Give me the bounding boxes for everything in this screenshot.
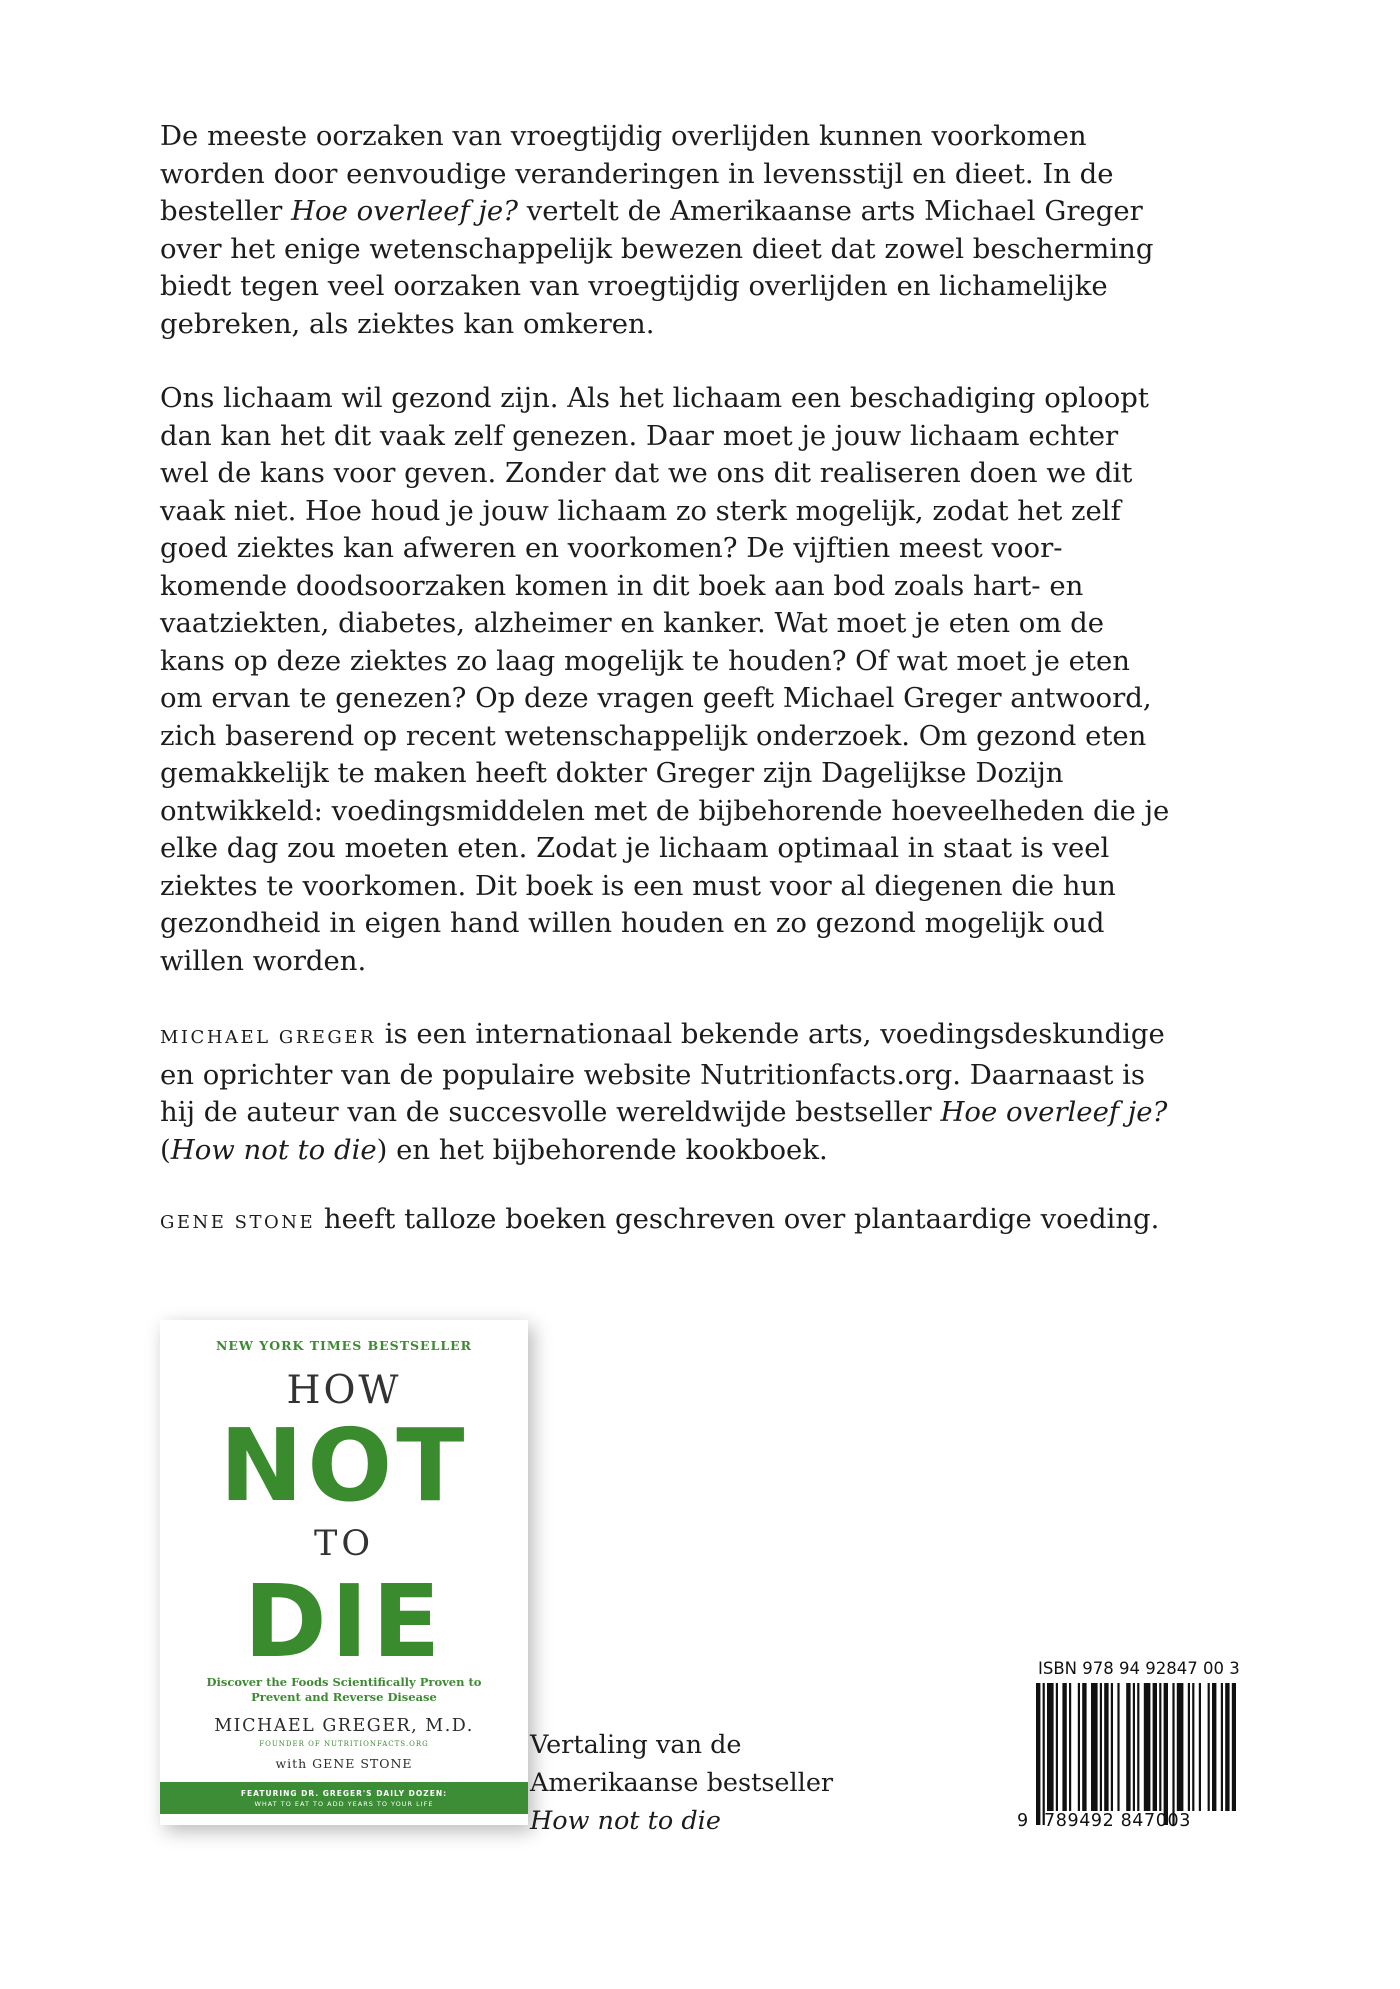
barcode-first-digit: 9 <box>1017 1811 1029 1831</box>
barcode-bar <box>1100 1683 1102 1811</box>
book-bottom-band <box>160 1782 528 1814</box>
barcode-bar <box>1164 1683 1168 1825</box>
bio-greger-book-title: Hoe overleef je? <box>940 1096 1168 1128</box>
bio-stone-paragraph <box>160 1201 1170 1242</box>
barcode-bar <box>1082 1683 1086 1811</box>
barcode-bar <box>1199 1683 1201 1811</box>
barcode-bar <box>1043 1683 1045 1825</box>
barcode-digits: 789492 847003 <box>1044 1811 1191 1831</box>
book-title-to: TO <box>313 1524 375 1564</box>
bio-greger-paragraph <box>160 1016 1170 1169</box>
book-coauthor: with GENE STONE <box>275 1756 413 1771</box>
barcode-bar <box>1104 1683 1108 1811</box>
intro-paragraph <box>160 118 1170 343</box>
bio-greger-text-2: ( <box>160 1133 171 1166</box>
barcode-bar <box>1056 1683 1058 1811</box>
barcode-bar <box>1221 1683 1223 1811</box>
bio-stone-text: heeft talloze boeken geschreven over plantaardige voeding. <box>315 1203 1160 1235</box>
book-title-how: HOW <box>286 1368 402 1413</box>
barcode-bar <box>1062 1683 1066 1811</box>
translation-caption <box>530 1726 833 1840</box>
isbn-label: ISBN 978 94 92847 00 3 <box>1038 1659 1240 1678</box>
caption-line-1: Vertaling van de <box>530 1730 742 1760</box>
barcode-bar <box>1159 1683 1161 1811</box>
barcode-bar <box>1137 1683 1139 1811</box>
barcode-bar <box>1078 1683 1080 1811</box>
description-paragraph <box>160 380 1170 980</box>
barcode-bar <box>1126 1683 1130 1811</box>
book-band-line-1: FEATURING DR. GREGER'S DAILY DOZEN: <box>240 1789 448 1798</box>
book-author-founder: FOUNDER OF NUTRITIONFACTS.ORG <box>259 1740 429 1748</box>
barcode-bar <box>1225 1683 1229 1811</box>
book-title-not: NOT <box>219 1407 469 1524</box>
barcode-bar <box>1172 1683 1174 1825</box>
barcode-bar <box>1232 1683 1236 1811</box>
caption-original-title: How not to die <box>530 1806 721 1836</box>
caption-line-3 <box>530 1802 833 1840</box>
intro-text-1: De meeste oorzaken van vroegtijdig overlijden kunnen voorkomen worden door eenvoudige veranderingen in levensstijl en dieet. In de besteller <box>160 120 1114 227</box>
barcode-bar <box>1144 1683 1151 1811</box>
barcode-bar <box>1177 1683 1184 1811</box>
book-title-die: DIE <box>243 1563 445 1680</box>
book-tagline: NEW YORK TIMES BESTSELLER <box>215 1338 473 1353</box>
barcode-bar <box>1192 1683 1194 1811</box>
barcode-bar <box>1069 1683 1071 1811</box>
barcode-bar <box>1153 1683 1157 1811</box>
barcode-bar <box>1091 1683 1098 1811</box>
book-author: MICHAEL GREGER, M.D. <box>214 1716 474 1736</box>
book-subtitle-line-2: Prevent and Reverse Disease <box>251 1690 437 1704</box>
barcode-bar <box>1047 1683 1054 1811</box>
intro-book-title: Hoe overleef je? <box>291 195 518 227</box>
book-cover-thumbnail <box>160 1320 528 1825</box>
description-text: Ons lichaam wil gezond zijn. Als het lichaam een beschadiging oploopt dan kan het dit vaak zelf genezen. Daar moet je jouw lichaam echter wel de kans voor geven. Zonder dat we ons dit realiseren doen we dit vaak niet. Hoe houd je jouw lichaam zo sterk mogelijk, zodat het zelf goed ziektes kan afweren en voorkomen? De vijftien meest voorkomende doodsoorzaken komen in dit boek aan bod zoals hart- en vaatziekten, diabetes, alzheimer en kanker. Wat moet je eten om de kans op deze ziektes zo laag mogelijk te houden? Of wat moet je eten om ervan te genezen? Op deze vragen geeft Michael Greger antwoord, zich baserend op recent wetenschappelijk onderzoek. Om gezond eten gemakkelijk te maken heeft dokter Greger zijn Dagelijkse Dozijn ontwikkeld: voedingsmiddelen met de bijbehorende hoeveelheden die je elke dag zou moeten eten. Zodat je lichaam optimaal in staat is veel ziektes te voorkomen. Dit boek is een must voor al diegenen die hun gezondheid in eigen hand willen houden en zo gezond mogelijk oud willen worden. <box>160 382 1170 977</box>
barcode-bar <box>1036 1683 1040 1825</box>
caption-line-2: Amerikaanse bestseller <box>530 1768 834 1798</box>
bio-greger-text-1: is een internationaal bekende arts, voedingsdeskundige en oprichter van de populaire website Nutritionfacts.org. Daarnaast is hij de auteur van de succesvolle wereldwijde bestseller <box>160 1018 1165 1128</box>
bio-greger-name: MICHAEL GREGER <box>160 1027 376 1048</box>
bio-greger-text-3: ) en het bijbehorende kookboek. <box>376 1133 828 1166</box>
barcode-icon <box>1036 1683 1236 1825</box>
barcode-bar <box>1117 1683 1119 1811</box>
barcode-bar <box>1212 1683 1216 1811</box>
barcode-bar <box>1133 1683 1135 1811</box>
barcode-bar <box>1188 1683 1190 1811</box>
book-subtitle <box>180 1675 508 1705</box>
intro-text-2: vertelt de Amerikaanse arts Michael Greger over het enige wetenschappelijk bewezen dieet dat zowel bescherming biedt tegen veel oorzaken van vroegtijdig overlijden en lichamelijke gebreken, als ziektes kan omkeren. <box>160 195 1154 340</box>
barcode-bar <box>1208 1683 1210 1811</box>
book-subtitle-line-1: Discover the Foods Scientifically Proven to <box>206 1675 482 1689</box>
bio-greger-original-title: How not to die <box>170 1133 377 1166</box>
barcode-bar <box>1111 1683 1113 1811</box>
bio-stone-name: GENE STONE <box>160 1212 316 1233</box>
book-band-line-2: WHAT TO EAT TO ADD YEARS TO YOUR LIFE <box>254 1800 434 1808</box>
